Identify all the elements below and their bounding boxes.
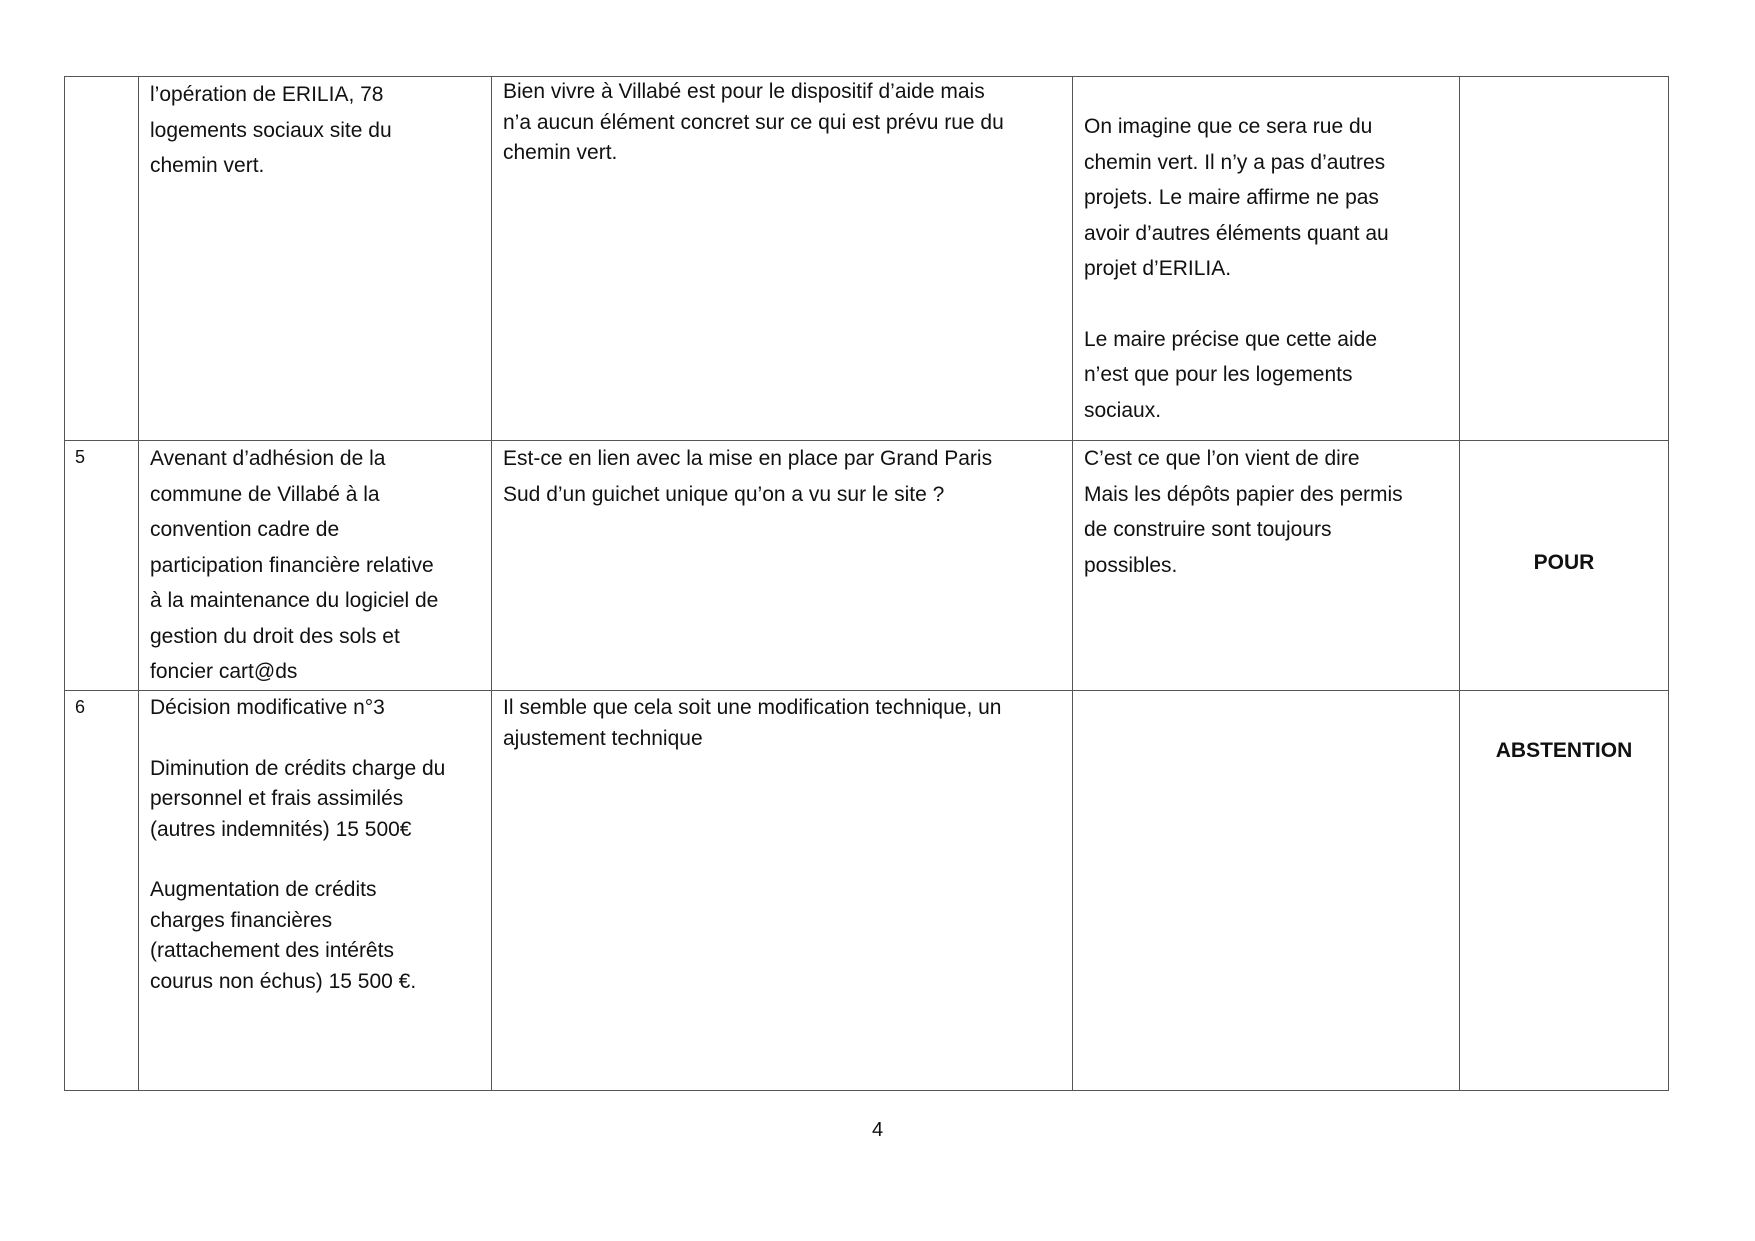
question-text: Bien vivre à Villabé est pour le dispositif d’aide mais n’a aucun élément concret sur ce qui est prévu rue du chemin vert.	[503, 80, 1004, 164]
question-cell	[492, 441, 1073, 691]
vote-cell	[1460, 691, 1669, 1091]
question-cell	[492, 77, 1073, 441]
answer-text: Le maire précise que cette aide n’est que pour les logements sociaux.	[1084, 327, 1378, 422]
row-number-cell	[65, 77, 139, 441]
vote-text: ABSTENTION	[1495, 739, 1633, 762]
table-row	[65, 691, 1669, 1091]
answer-cell	[1073, 77, 1460, 441]
subject-cell	[139, 441, 492, 691]
subject-text: Avenant d’adhésion de la commune de Villabé à la convention cadre de participation financière relative à la maintenance du logiciel de gestion du droit des sols et foncier cart@ds	[150, 447, 439, 683]
table-row	[65, 441, 1669, 691]
question-text: Il semble que cela soit une modification technique, un ajustement technique	[503, 696, 1002, 750]
answer-text: C’est ce que l’on vient de dire Mais les dépôts papier des permis de construire sont toujours possibles.	[1084, 447, 1403, 577]
subject-cell	[139, 77, 492, 441]
vote-cell	[1460, 77, 1669, 441]
page-number: 4	[871, 1119, 884, 1141]
subject-text: Décision modificative n°3	[150, 696, 385, 719]
answer-text: On imagine que ce sera rue du chemin vert. Il n’y a pas d’autres projets. Le maire affirme ne pas avoir d’autres éléments quant au projet d’ERILIA.	[1084, 115, 1389, 280]
subject-text: l’opération de ERILIA, 78 logements sociaux site du chemin vert.	[150, 83, 392, 177]
subject-text: Augmentation de crédits charges financières (rattachement des intérêts courus non échus) 15 500 €.	[150, 878, 417, 993]
question-cell	[492, 691, 1073, 1091]
answer-cell	[1073, 691, 1460, 1091]
deliberations-table	[64, 76, 1669, 1091]
vote-cell	[1460, 441, 1669, 691]
row-number-cell	[65, 691, 139, 1091]
table-row	[65, 77, 1669, 441]
vote-text: POUR	[1533, 551, 1595, 574]
row-number-cell	[65, 441, 139, 691]
answer-cell	[1073, 441, 1460, 691]
subject-text: Diminution de crédits charge du personnel et frais assimilés (autres indemnités) 15 500€	[150, 756, 446, 841]
subject-cell	[139, 691, 492, 1091]
row-number: 6	[75, 697, 86, 717]
question-text: Est-ce en lien avec la mise en place par Grand Paris Sud d’un guichet unique qu’on a vu sur le site ?	[503, 447, 993, 506]
row-number: 5	[75, 447, 86, 467]
